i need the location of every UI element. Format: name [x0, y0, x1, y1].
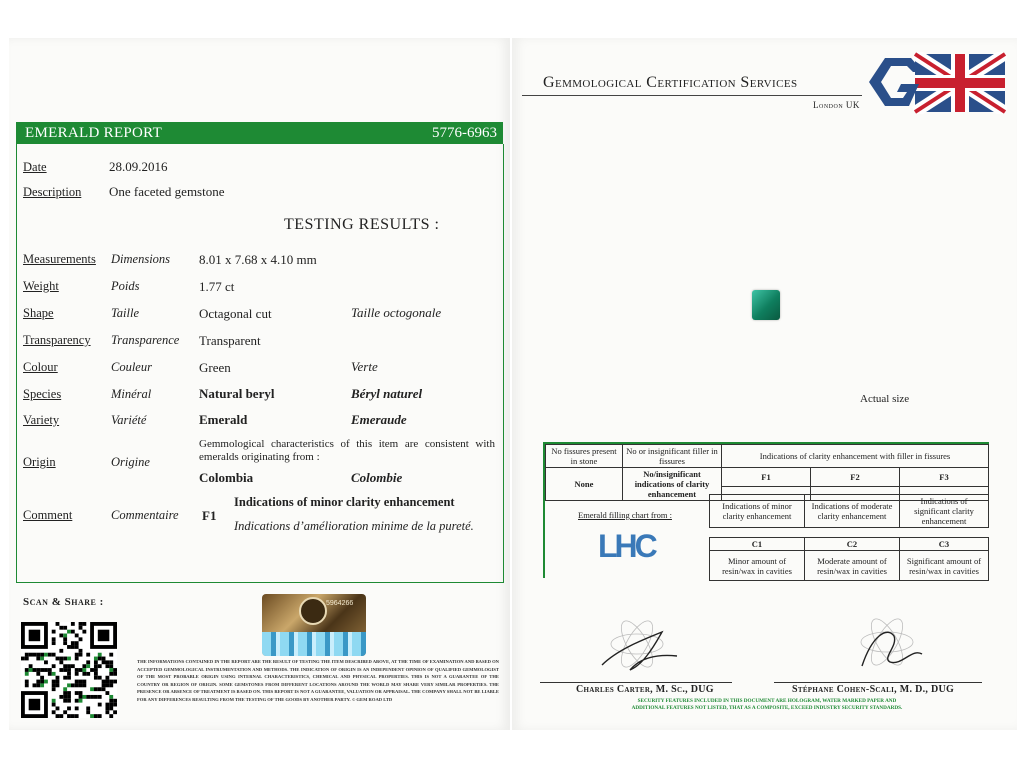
cell-f3-text: Indications of significant clarity enhancement: [900, 495, 989, 528]
filling-chart-label: Emerald filling chart from :: [578, 510, 672, 520]
measurements-value: 8.01 x 7.68 x 4.10 mm: [199, 252, 317, 267]
comment-text: Indications of minor clarity enhancement: [234, 495, 455, 509]
cell-c2-text: Moderate amount of resin/wax in cavities: [805, 551, 900, 581]
variety-value: Emerald: [199, 412, 248, 427]
report-frame: [16, 144, 504, 583]
cell-c3: C3: [900, 538, 989, 551]
cell-none: None: [546, 468, 623, 501]
colour-value: Green: [199, 360, 231, 375]
cell-f2-text: Indications of moderate clarity enhancement: [805, 495, 900, 528]
header-clarity-enhancement: Indications of clarity enhancement with filler in fissures: [722, 445, 989, 468]
origin-fr: Origine: [111, 455, 150, 469]
report-number: 5776-6963: [432, 125, 497, 141]
transparency-label: Transparency: [23, 333, 91, 347]
signer-1-name: Charles Carter, M. Sc., DUG: [576, 684, 714, 695]
species-value-fr: Béryl naturel: [351, 386, 423, 401]
variety-label: Variety: [23, 413, 60, 427]
hologram-sticker: [262, 594, 366, 656]
hologram-strip: [262, 632, 366, 656]
comment-text-fr: Indications d’amélioration minime de la pureté.: [234, 519, 474, 533]
comment-code: F1: [202, 508, 217, 523]
comment-fr: Commentaire: [111, 508, 179, 522]
company-name: Gemmological Certification Services: [543, 74, 798, 91]
measurements-fr: Dimensions: [111, 252, 171, 266]
cell-c1: C1: [710, 538, 805, 551]
cell-insignificant: No/insignificant indications of clarity enhancement: [623, 468, 722, 501]
weight-fr: Poids: [111, 279, 140, 293]
cell-c3-text: Significant amount of resin/wax in cavities: [900, 551, 989, 581]
species-value: Natural beryl: [199, 386, 275, 401]
shape-value: Octagonal cut: [199, 306, 272, 321]
variety-value-fr: Emeraude: [351, 412, 407, 427]
disclaimer-text: THE INFORMATIONS CONTAINED IN THE REPORT ARE THE RESULT OF TESTING THE ITEM DESCRIBED ABOVE, AT THE TIME OF EXAMINATION AND BASED ON ACCEPTED GEMMOLOGICAL INSTRUMENTATION AND METHODS. THE INDICATION OF ORIGIN IS AN INDEPENDENT OPINION OF QUALIFIED GEMMOLOGIST OF THE MOST PROBABLE ORIGIN USING INTERNAL CHARACTERISTICS, CHEMICAL AND PHYSICAL PROPERTIES. THIS IS NOT A GUARANTEE OF THE COUNTRY OR REGION OF ORIGIN. SOME GEMSTONES FROM DIFFERENT LOCATIONS AROUND THE WORLD MAY SHARE VERY SIMILAR PROPERTIES. THE PRESENCE OR ABSENCE OF TREATMENT IS BASED ON. THIS REPORT IS NOT A GUARANTEE, VALUATION OR APPRAISAL. THE COMPANY SHALL NOT BE LIABLE FOR ANY DIFFERENCES RESULTING FROM THE TESTING OF THE GOODS BY ANOTHER PARTY. © GEM ROAD LTD: [137, 659, 499, 702]
variety-fr: Variété: [111, 413, 147, 427]
shape-value-fr: Taille octogonale: [351, 305, 442, 320]
header-insignificant: No or insignificant filler in fissures: [623, 445, 722, 468]
signer-2-name: Stéphane Cohen-Scali, M. D., DUG: [792, 684, 955, 695]
report-right-page: [512, 38, 1017, 730]
header-no-fissures: No fissures present in stone: [546, 445, 623, 468]
hologram-seal-icon: [299, 597, 327, 625]
transparency-fr: Transparence: [111, 333, 180, 347]
origin-value: Colombia: [199, 470, 254, 485]
company-location: London UK: [813, 100, 860, 110]
emerald-gem-image: [752, 290, 780, 320]
weight-value: 1.77 ct: [199, 279, 235, 294]
shape-label: Shape: [23, 306, 54, 320]
weight-label: Weight: [23, 279, 59, 293]
transparency-value: Transparent: [199, 333, 261, 348]
origin-value-fr: Colombie: [351, 470, 403, 485]
date-label: Date: [23, 160, 47, 174]
signature-2-rule: [774, 682, 982, 683]
cell-f3: F3: [900, 468, 989, 487]
testing-results-heading: TESTING RESULTS :: [284, 216, 440, 233]
colour-label: Colour: [23, 360, 58, 374]
cell-f1-text: Indications of minor clarity enhancement: [710, 495, 805, 528]
header-rule: [522, 95, 862, 96]
signature-2-icon: [832, 606, 942, 680]
signature-1-rule: [540, 682, 732, 683]
gcs-union-jack-logo-icon: [867, 52, 1007, 114]
origin-text: Gemmological characteristics of this item are consistent with emeralds originating from :: [199, 438, 495, 463]
origin-label: Origin: [23, 455, 56, 469]
cell-c1-text: Minor amount of resin/wax in cavities: [710, 551, 805, 581]
cell-f2: F2: [811, 468, 900, 487]
cell-f1: F1: [722, 468, 811, 487]
hologram-number: 5964266: [326, 600, 354, 607]
clarity-enhancement-table: [545, 444, 989, 501]
species-label: Species: [23, 387, 62, 401]
report-left-page: [9, 38, 510, 730]
cell-c2: C2: [805, 538, 900, 551]
colour-value-fr: Verte: [351, 359, 378, 374]
measurements-label: Measurements: [23, 252, 96, 266]
qr-code[interactable]: [21, 622, 117, 718]
emerald-report-banner: [16, 122, 503, 144]
scan-share-label: Scan & Share :: [23, 596, 104, 608]
shape-fr: Taille: [111, 306, 140, 320]
description-value: One faceted gemstone: [109, 184, 225, 199]
report-title: EMERALD REPORT: [25, 125, 163, 141]
date-value: 28.09.2016: [109, 159, 168, 174]
species-fr: Minéral: [111, 387, 152, 401]
comment-label: Comment: [23, 508, 73, 522]
colour-fr: Couleur: [111, 360, 152, 374]
description-label: Description: [23, 185, 82, 199]
lhc-logo-icon: LHC: [598, 528, 655, 564]
resin-table: [709, 537, 989, 581]
signature-1-icon: [582, 610, 692, 680]
filler-description-table: [709, 494, 989, 528]
actual-size-label: Actual size: [860, 393, 910, 405]
security-note: SECURITY FEATURES INCLUDED IN THIS DOCUMENT ARE HOLOGRAM, WATER MARKED PAPER AND ADDITIONAL FEATURES NOT LISTED, THAT AS A COMPOSITE, EXCEED INDUSTRY SECURITY STANDARDS.: [631, 698, 903, 712]
